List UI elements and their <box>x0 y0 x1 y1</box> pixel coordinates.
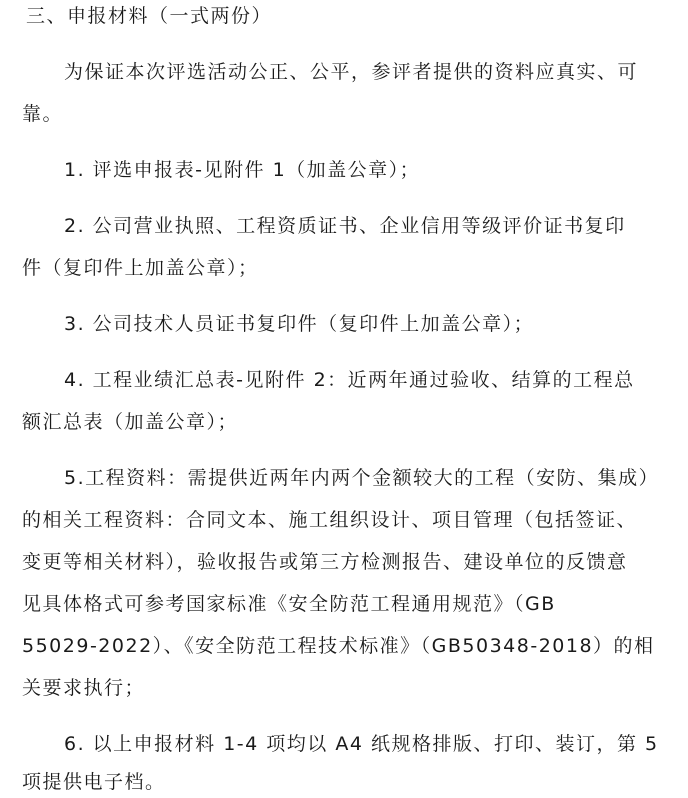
list-item-6-line-1: 6. 以上申报材料 1-4 项均以 A4 纸规格排版、打印、装订，第 5 <box>64 733 659 755</box>
list-item-3: 3. 公司技术人员证书复印件（复印件上加盖公章）； <box>64 313 535 335</box>
list-item-5-line-3: 变更等相关材料），验收报告或第三方检测报告、建设单位的反馈意 <box>22 551 628 573</box>
list-item-5-line-1: 5.工程资料：需提供近两年内两个金额较大的工程（安防、集成） <box>64 467 660 489</box>
list-item-5-line-2: 的相关工程资料：合同文本、施工组织设计、项目管理（包括签证、 <box>22 509 638 531</box>
list-item-4-line-1: 4. 工程业绩汇总表-见附件 2：近两年通过验收、结算的工程总 <box>64 369 635 391</box>
intro-paragraph-line-1: 为保证本次评选活动公正、公平，参评者提供的资料应真实、可 <box>64 61 639 83</box>
intro-paragraph-line-2: 靠。 <box>22 103 64 125</box>
list-item-5-line-5: 55029-2022）、《安全防范工程技术标准》（GB50348-2018）的相 <box>22 635 655 657</box>
list-item-5-line-6: 关要求执行； <box>22 677 146 699</box>
list-item-1: 1. 评选申报表-见附件 1（加盖公章）； <box>64 159 421 181</box>
list-item-2-line-1: 2. 公司营业执照、工程资质证书、企业信用等级评价证书复印 <box>64 215 626 237</box>
list-item-4-line-2: 额汇总表（加盖公章）； <box>22 411 239 433</box>
list-item-5-line-4: 见具体格式可参考国家标准《安全防范工程通用规范》（GB <box>22 593 556 615</box>
list-item-6-line-2: 项提供电子档。 <box>22 771 166 793</box>
list-item-2-line-2: 件（复印件上加盖公章）； <box>22 257 259 279</box>
section-heading: 三、申报材料（一式两份） <box>26 5 273 27</box>
